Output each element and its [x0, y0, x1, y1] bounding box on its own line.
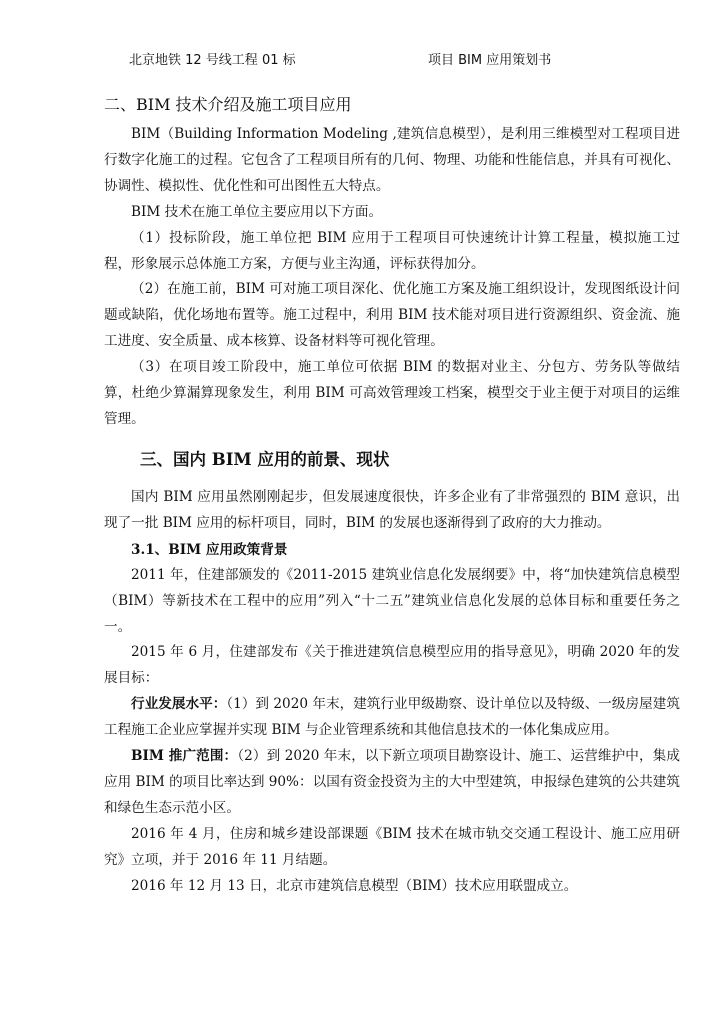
header-document-title: 项目 BIM 应用策划书 — [428, 53, 552, 68]
subsection-3-1-title: 3.1、BIM 应用政策背景 — [131, 541, 288, 558]
goal-promotion-scope-text: （2）到 2020 年末，以下新立项项目勘察设计、施工、运营维护中，集成应用 BIM 的项目比率达到 90%：以国有资金投资为主的大中型建筑，申报绿色建筑的公共建筑和绿色生态示范小区。 — [104, 748, 680, 816]
goal-promotion-scope — [104, 744, 680, 822]
section-3-title: 三、国内 BIM 应用的前景、现状 — [140, 449, 390, 469]
goal-industry-level — [104, 692, 680, 744]
goal-industry-level-lead: 行业发展水平： — [131, 696, 227, 713]
header-project-name: 北京地铁 12 号线工程 01 标 — [129, 53, 296, 68]
page-header — [129, 52, 589, 70]
goal-industry-level-text: （1）到 2020 年末，建筑行业甲级勘察、设计单位以及特级、一级房屋建筑工程施工企业应掌握并实现 BIM 与企业管理系统和其他信息技术的一体化集成应用。 — [104, 696, 680, 739]
document-body — [104, 92, 680, 899]
policy-2016-april-paragraph: 2016 年 4 月，住房和城乡建设部课题《BIM 技术在城市轨交交通工程设计、施工应用研究》立项，并于 2016 年 11 月结题。 — [104, 825, 680, 868]
bim-definition-paragraph: BIM（Building Information Modeling ,建筑信息模型），是利用三维模型对工程项目进行数字化施工的过程。它包含了工程项目所有的几何、物理、功能和性能信息，并具有可视化、协调性、模拟性、优化性和可出图性五大特点。 — [104, 126, 680, 194]
policy-2016-december-paragraph: 2016 年 12 月 13 日，北京市建筑信息模型（BIM）技术应用联盟成立。 — [131, 877, 578, 894]
bim-application-bidding: （1）投标阶段，施工单位把 BIM 应用于工程项目可快速统计计算工程量，模拟施工过程，形象展示总体施工方案，方便与业主沟通，评标获得加分。 — [104, 229, 680, 272]
domestic-bim-intro: 国内 BIM 应用虽然刚刚起步，但发展速度很快，许多企业有了非常强烈的 BIM 意识，出现了一批 BIM 应用的标杆项目，同时，BIM 的发展也逐渐得到了政府的大力推动。 — [104, 488, 680, 531]
policy-2011-paragraph: 2011 年，住建部颁发的《2011-2015 建筑业信息化发展纲要》中，将“加快建筑信息模型（BIM）等新技术在工程中的应用”列入“十二五”建筑业信息化发展的总体目标和重要任务之一。 — [104, 566, 680, 635]
policy-2015-paragraph: 2015 年 6 月，住建部发布《关于推进建筑信息模型应用的指导意见》，明确 2020 年的发展目标： — [104, 644, 680, 687]
bim-application-completion: （3）在项目竣工阶段中，施工单位可依据 BIM 的数据对业主、分包方、劳务队等做结算，杜绝少算漏算现象发生，利用 BIM 可高效管理竣工档案，模型交于业主便于对项目的运维管理。 — [104, 359, 680, 427]
bim-applications-intro: BIM 技术在施工单位主要应用以下方面。 — [131, 203, 383, 220]
section-2-title: 二、BIM 技术介绍及施工项目应用 — [104, 95, 352, 114]
goal-promotion-scope-lead: BIM 推广范围： — [131, 748, 238, 765]
bim-application-construction: （2）在施工前，BIM 可对施工项目深化、优化施工方案及施工组织设计，发现图纸设计问题或缺陷，优化场地布置等。施工过程中，利用 BIM 技术能对项目进行资源组织、资金流、施工进度、安全质量、成本核算、设备材料等可视化管理。 — [104, 281, 680, 350]
